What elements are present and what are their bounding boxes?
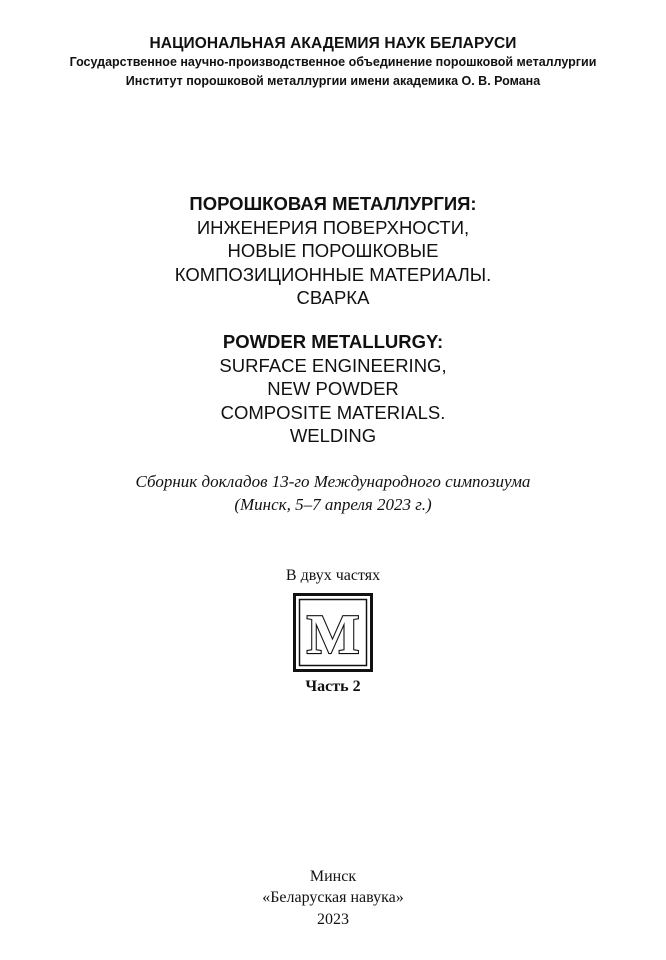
title-english [0, 330, 666, 448]
institution-main: НАЦИОНАЛЬНАЯ АКАДЕМИЯ НАУК БЕЛАРУСИ [149, 35, 517, 52]
title-russian [0, 192, 666, 310]
title-en-line: SURFACE ENGINEERING, [219, 354, 447, 376]
publisher-logo-icon [293, 593, 373, 672]
imprint-year: 2023 [317, 911, 349, 928]
proceedings-subtitle: Сборник докладов 13-го Международного симпозиума [135, 472, 531, 491]
part-number: Часть 2 [305, 678, 361, 695]
title-ru-line: ПОРОШКОВАЯ МЕТАЛЛУРГИЯ: [189, 193, 477, 214]
title-ru-line: ИНЖЕНЕРИЯ ПОВЕРХНОСТИ, [196, 216, 470, 238]
imprint-publisher: «Беларуская навука» [262, 889, 404, 906]
institution-institute: Институт порошковой металлургии имени академика О. В. Романа [125, 74, 541, 88]
title-en-line: NEW POWDER [267, 378, 399, 399]
title-ru-line: НОВЫЕ ПОРОШКОВЫЕ [227, 240, 439, 261]
imprint-city: Минск [309, 868, 357, 885]
title-en-line: COMPOSITE MATERIALS. [220, 401, 446, 423]
title-ru-line: СВАРКА [296, 287, 370, 308]
title-ru-line: КОМПОЗИЦИОННЫЕ МАТЕРИАЛЫ. [174, 263, 492, 285]
institution-association: Государственное научно-производственное объединение порошковой металлургии [69, 55, 597, 69]
logo-letter: М [306, 604, 360, 666]
title-en-line: WELDING [289, 425, 377, 446]
proceedings-dates: (Минск, 5–7 апреля 2023 г.) [234, 495, 432, 514]
parts-count: В двух частях [285, 567, 381, 584]
title-en-line: POWDER METALLURGY: [222, 331, 444, 352]
